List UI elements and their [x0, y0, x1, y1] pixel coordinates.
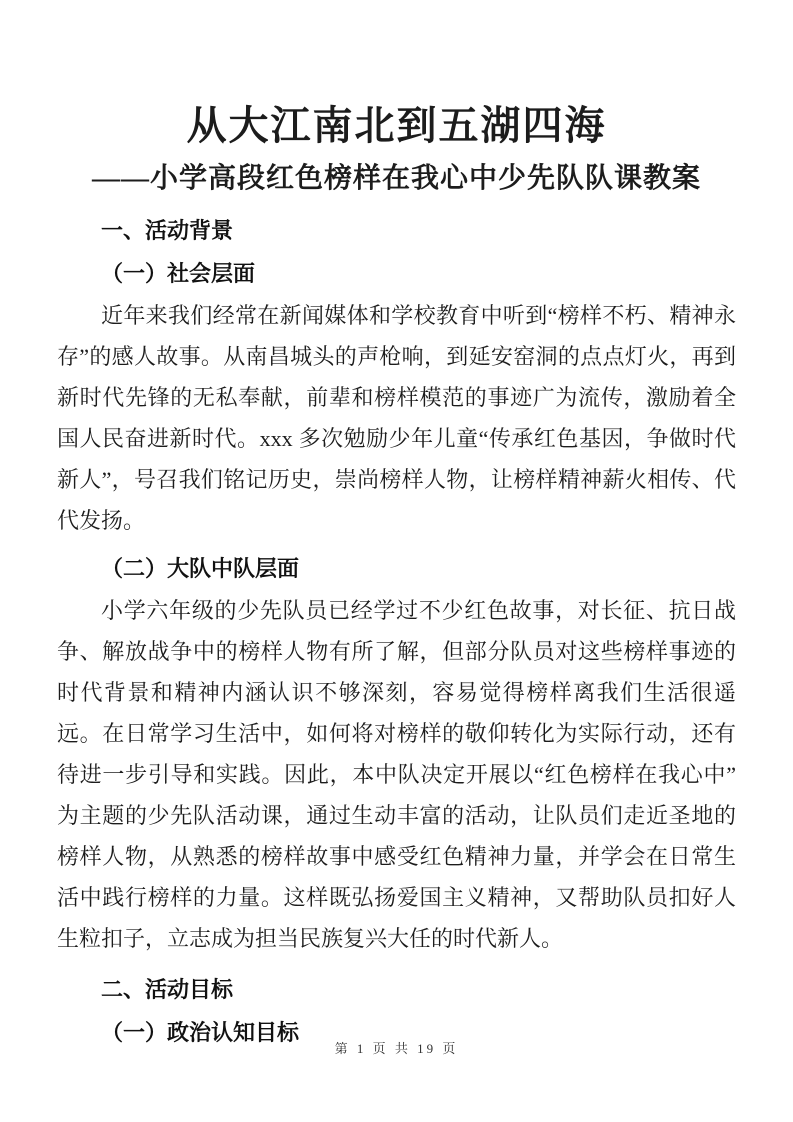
page-title: 从大江南北到五湖四海	[186, 103, 607, 148]
paragraph-social-level: 近年来我们经常在新闻媒体和学校教育中听到“榜样不朽、精神永存”的感人故事。从南昌城头的声枪响，到延安窑洞的点点灯火，再到新时代先锋的无私奉献，前辈和榜样模范的事迹广为流传，激励着全国人民奋进新时代。xxx 多次勉励少年儿童“传承红色基因，争做时代新人”，号召我们铭记历史，崇尚榜样人物，让榜样精神薪火相传、代代发扬。	[57, 303, 736, 533]
subsection-heading-brigade-level: （二）大队中队层面	[101, 556, 300, 581]
page-subtitle: ——小学高段红色榜样在我心中少先队队课教案	[91, 163, 701, 194]
subsection-heading-political-cognition-goal: （一）政治认知目标	[101, 1020, 300, 1045]
section-heading-activity-background: 一、活动背景	[101, 218, 234, 243]
paragraph-brigade-level: 小学六年级的少先队员已经学过不少红色故事，对长征、抗日战争、解放战争中的榜样人物有所了解，但部分队员对这些榜样事迹的时代背景和精神内涵认识不够深刻，容易觉得榜样离我们生活很遥远。在日常学习生活中，如何将对榜样的敬仰转化为实际行动，还有待进一步引导和实践。因此，本中队决定开展以“红色榜样在我心中”为主题的少先队活动课，通过生动丰富的活动，让队员们走近圣地的榜样人物，从熟悉的榜样故事中感受红色精神力量，并学会在日常生活中践行榜样的力量。这样既弘扬爱国主义精神，又帮助队员扣好人生粒扣子，立志成为担当民族复兴大任的时代新人。	[57, 598, 736, 951]
section-heading-activity-goals: 二、活动目标	[101, 977, 234, 1002]
page-number-footer: 第 1 页 共 19 页	[334, 1041, 459, 1056]
subsection-heading-social-level: （一）社会层面	[101, 261, 256, 286]
